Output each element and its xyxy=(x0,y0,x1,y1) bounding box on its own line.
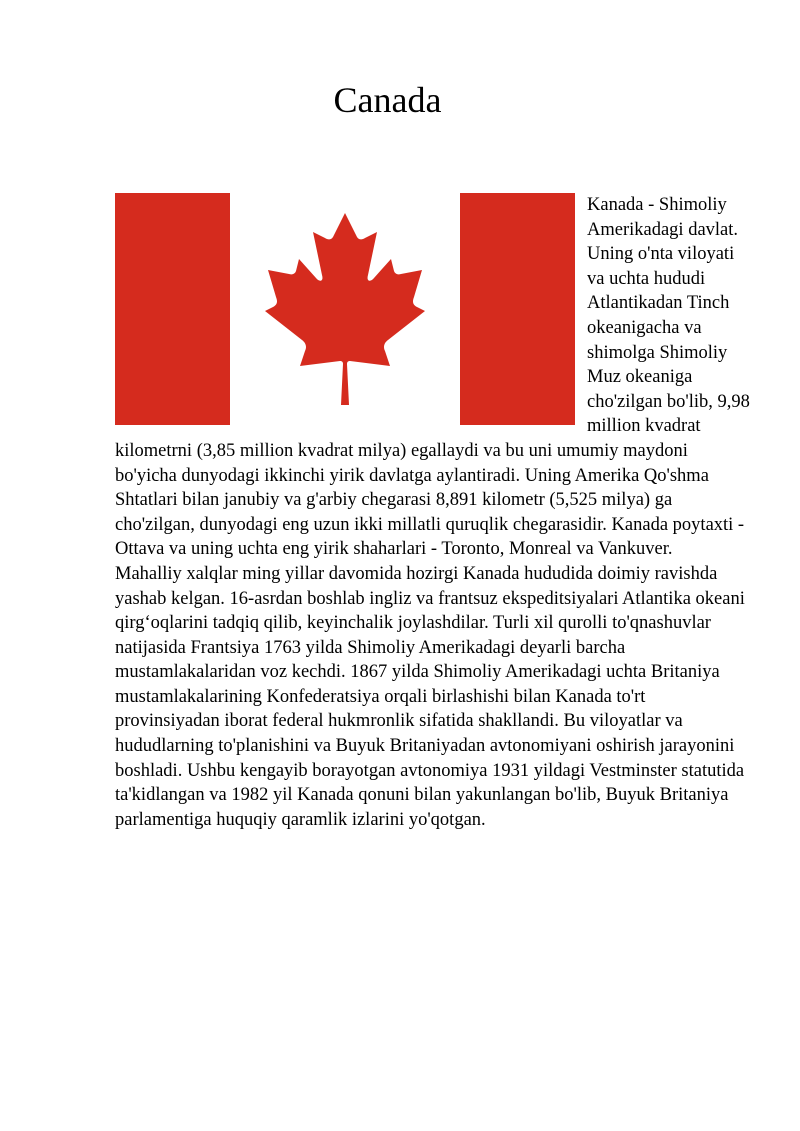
document-body xyxy=(115,193,750,832)
flag-right-band xyxy=(460,193,575,425)
paragraph-intro: Kanada - Shimoliy Amerikadagi davlat. Uning o'nta viloyati va uchta hududi Atlantikadan Tinch okeanigacha va shimolga Shimoliy Muz okeaniga cho'zilgan bo'lib, 9,98 million kvadrat kilometrni (3,85 million kvadrat milya) egallaydi va bu uni umumiy maydoni bo'yicha dunyodagi ikkinchi yirik davlatga aylantiradi. Uning Amerika Qo'shma Shtatlari bilan janubiy va g'arbiy chegarasi 8,891 kilometr (5,525 milya) ga cho'zilgan, dunyodagi eng uzun ikki millatli quruqlik chegarasidir. Kanada poytaxti - Ottava va uning uchta eng yirik shaharlari - Toronto, Monreal va Vankuver. xyxy=(115,195,750,560)
paragraph-history: Mahalliy xalqlar ming yillar davomida hozirgi Kanada hududida doimiy ravishda yashab kelgan. 16-asrdan boshlab ingliz va frantsuz ekspeditsiyalari Atlantika okeani qirg‘oqlarini tadqiq qilib, keyinchalik joylashdilar. Turli xil qurolli to'qnashuvlar natijasida Frantsiya 1763 yilda Shimoliy Amerikadagi deyarli barcha mustamlakalaridan voz kechdi. 1867 yilda Shimoliy Amerikadagi uchta Britaniya mustamlakalarining Konfederatsiya orqali birlashishi bilan Kanada to'rt provinsiyadan iborat federal hukmronlik sifatida shakllandi. Bu viloyatlar va hududlarning to'planishini va Buyuk Britaniyadan avtonomiyani oshirish jarayonini boshladi. Ushbu kengayib borayotgan avtonomiya 1931 yildagi Vestminster statutida ta'kidlangan va 1982 yil Kanada qonuni bilan yakunlangan bo'lib, Buyuk Britaniya parlamentiga huquqiy qaramlik izlarini yo'qotgan. xyxy=(115,563,745,830)
page-title: Canada xyxy=(333,80,442,120)
flag-left-band xyxy=(115,193,230,425)
canada-flag-image xyxy=(115,193,575,425)
flag-svg xyxy=(115,193,575,425)
